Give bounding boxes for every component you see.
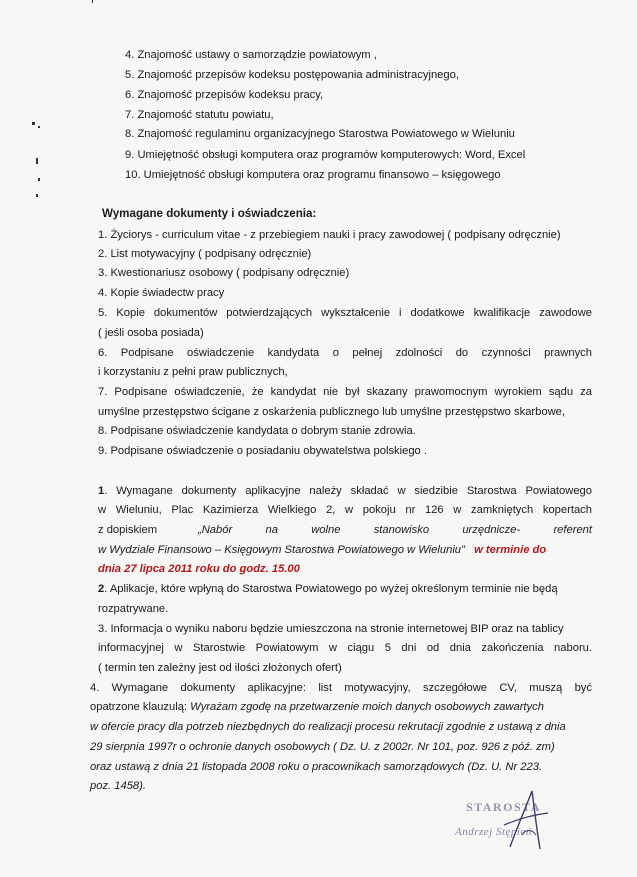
clause-text: oraz ustawą z dnia 21 listopada 2008 roku o pracownikach samorządowych (Dz. U. Nr 223.: [90, 761, 543, 773]
info-paragraph-3-line: ( termin ten zależny jest od ilości złożonych ofert): [98, 662, 342, 674]
info-paragraph-4: 4. Wymagane dokumenty aplikacyjne: list motywacyjny, szczegółowe CV, muszą być: [90, 682, 592, 694]
document-item: 9. Podpisane oświadczenie o posiadaniu obywatelstwa polskiego .: [98, 445, 427, 457]
info-paragraph-3: 3. Informacja o wyniku naboru będzie umieszczona na stronie internetowej BIP oraz na tablicy: [98, 623, 564, 635]
clause-text: poz. 1458).: [90, 780, 146, 792]
info-paragraph-2: [98, 582, 558, 596]
scan-mark: [36, 194, 38, 197]
requirement-item: 5. Znajomość przepisów kodeksu postępowania administracyjnego,: [125, 69, 459, 81]
requirement-item: 7. Znajomość statutu powiatu,: [125, 109, 274, 121]
stamp-name: Andrzej Stępień: [455, 826, 532, 838]
paragraph-number: 1: [98, 485, 105, 497]
document-item: 3. Kwestionariusz osobowy ( podpisany odręcznie): [98, 267, 350, 279]
requirement-item: 8. Znajomość regulaminu organizacyjnego Starostwa Powiatowego w Wieluniu: [125, 128, 515, 140]
document-item: 5. Kopie dokumentów potwierdzających wykształcenie i dodatkowe kwalifikacje zawodowe: [98, 307, 592, 319]
requirement-item: 10. Umiejętność obsługi komputera oraz programu finansowo – księgowego: [125, 169, 501, 181]
document-item-continuation: umyślne przestępstwo ścigane z oskarżenia publicznego lub umyślne przestępstwo skarbowe,: [98, 406, 566, 418]
info-paragraph-1-line: w Wieluniu, Plac Kazimierza Wielkiego 2, w pokoju nr 126 w zamkniętych kopertach: [98, 504, 592, 516]
info-paragraph-1-line: [98, 543, 546, 557]
info-paragraph-1-line: „Nabór na wolne stanowisko urzędnicze- referent: [198, 524, 592, 536]
info-paragraph-1-line: z dopiskiem: [98, 524, 158, 536]
document-item: 2. List motywacyjny ( podpisany odręcznie): [98, 248, 312, 260]
stamp-title: STAROSTA: [466, 800, 541, 814]
info-paragraph-1: [98, 484, 592, 498]
scan-mark: [32, 122, 35, 125]
scan-mark: [38, 178, 40, 181]
paragraph-text: opatrzone klauzulą:: [90, 701, 188, 713]
scan-mark: [38, 126, 40, 128]
document-item: 4. Kopie świadectw pracy: [98, 287, 225, 299]
clause-text: w ofercie pracy dla potrzeb niezbędnych do realizacji procesu rekrutacji zgodnie z ustawą z dnia: [90, 721, 566, 733]
info-paragraph-2-line: rozpatrywane.: [98, 603, 169, 615]
clause-text: Wyrażam zgodę na przetwarzenie moich danych osobowych zawartych: [187, 701, 544, 713]
clause-text: 29 sierpnia 1997r o ochronie danych osobowych ( Dz. U. z 2002r. Nr 101, poz. 926 z póź. zm): [90, 741, 555, 753]
paragraph-text: w Wydziale Finansowo – Księgowym Starostwa Powiatowego w Wieluniu": [98, 544, 465, 556]
paragraph-number: 2: [98, 583, 105, 595]
requirement-item: 9. Umiejętność obsługi komputera oraz programów komputerowych: Word, Excel: [125, 149, 526, 161]
scan-mark: [92, 0, 93, 3]
document-item: 8. Podpisane oświadczenie kandydata o dobrym stanie zdrowia.: [98, 425, 416, 437]
paragraph-text: . Aplikacje, które wpłyną do Starostwa Powiatowego po wyżej określonym terminie nie będą: [104, 583, 558, 595]
requirement-item: 6. Znajomość przepisów kodeksu pracy,: [125, 89, 324, 101]
scan-mark: [36, 158, 38, 164]
info-paragraph-3-line: informacyjnej w Starostwie Powiatowym w ciągu 5 dni od dnia zakończenia naboru.: [98, 642, 592, 654]
requirement-item: 4. Znajomość ustawy o samorządzie powiatowym ,: [125, 49, 377, 61]
document-item: 1. Życiorys - curriculum vitae - z przebiegiem nauki i pracy zawodowej ( podpisany odręcznie): [98, 229, 561, 241]
document-item-continuation: i korzystaniu z pełni praw publicznych,: [98, 366, 288, 378]
documents-heading: Wymagane dokumenty i oświadczenia:: [102, 207, 317, 220]
handwritten-signature: [496, 785, 556, 855]
document-item: 7. Podpisane oświadczenie, że kandydat nie był skazany prawomocnym wyrokiem sądu za: [98, 386, 592, 398]
deadline-text: dnia 27 lipca 2011 roku do godz. 15.00: [98, 563, 300, 575]
paragraph-text: . Wymagane dokumenty aplikacyjne należy składać w siedzibie Starostwa Powiatowego: [104, 485, 592, 497]
info-paragraph-4-line: [90, 700, 544, 714]
deadline-text: w terminie do: [474, 544, 547, 556]
document-item-continuation: ( jeśli osoba posiada): [98, 327, 204, 339]
document-item: 6. Podpisane oświadczenie kandydata o pełnej zdolności do czynności prawnych: [98, 347, 592, 359]
